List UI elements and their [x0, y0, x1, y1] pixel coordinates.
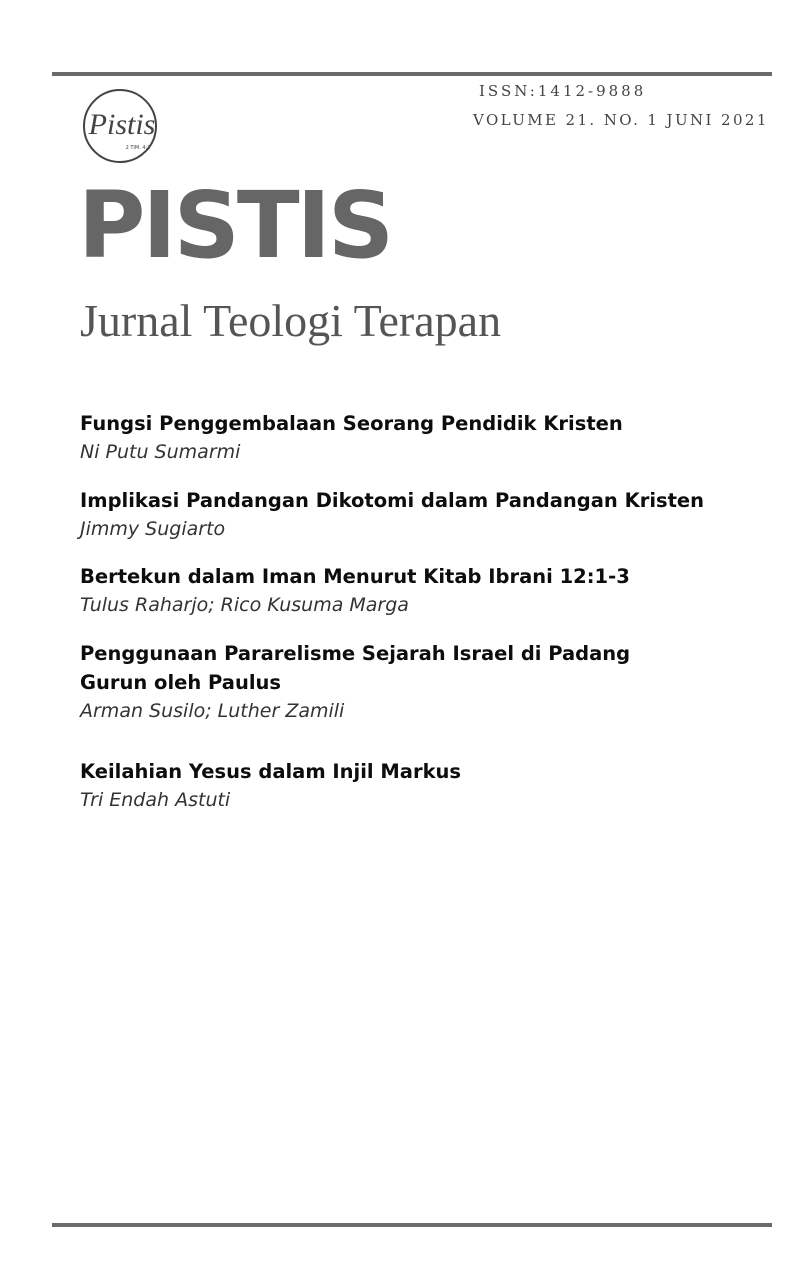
- article-author: Ni Putu Sumarmi: [80, 441, 241, 463]
- journal-subtitle: Jurnal Teologi Terapan: [80, 295, 502, 346]
- bottom-rule: [52, 1223, 772, 1227]
- article-entry: [80, 409, 720, 467]
- article-entry: [80, 562, 720, 620]
- pistis-logo-icon: [80, 88, 162, 164]
- article-title: Bertekun dalam Iman Menurut Kitab Ibrani 12:1-3: [80, 565, 630, 588]
- issn-label: ISSN:1412-9888: [479, 82, 647, 100]
- logo-reference: 2 TIM. 4:2: [125, 145, 151, 151]
- article-entry: [80, 486, 720, 544]
- journal-title: PISTIS: [78, 172, 392, 279]
- article-author: Arman Susilo; Luther Zamili: [80, 700, 345, 722]
- article-author: Tri Endah Astuti: [80, 789, 231, 811]
- article-title: Implikasi Pandangan Dikotomi dalam Pandangan Kristen: [80, 489, 705, 512]
- logo-text: Pistis: [88, 108, 156, 141]
- article-author: Jimmy Sugiarto: [80, 518, 226, 540]
- volume-label: VOLUME 21. NO. 1 JUNI 2021: [473, 111, 769, 129]
- article-title: Keilahian Yesus dalam Injil Markus: [80, 760, 462, 783]
- table-of-contents: [80, 409, 720, 815]
- article-entry: [80, 639, 680, 726]
- article-entry: [80, 757, 720, 815]
- article-title: Fungsi Penggembalaan Seorang Pendidik Kristen: [80, 412, 623, 435]
- article-title: Penggunaan Pararelisme Sejarah Israel di Padang Gurun oleh Paulus: [80, 642, 631, 694]
- article-author: Tulus Raharjo; Rico Kusuma Marga: [80, 594, 409, 616]
- top-rule: [52, 72, 772, 76]
